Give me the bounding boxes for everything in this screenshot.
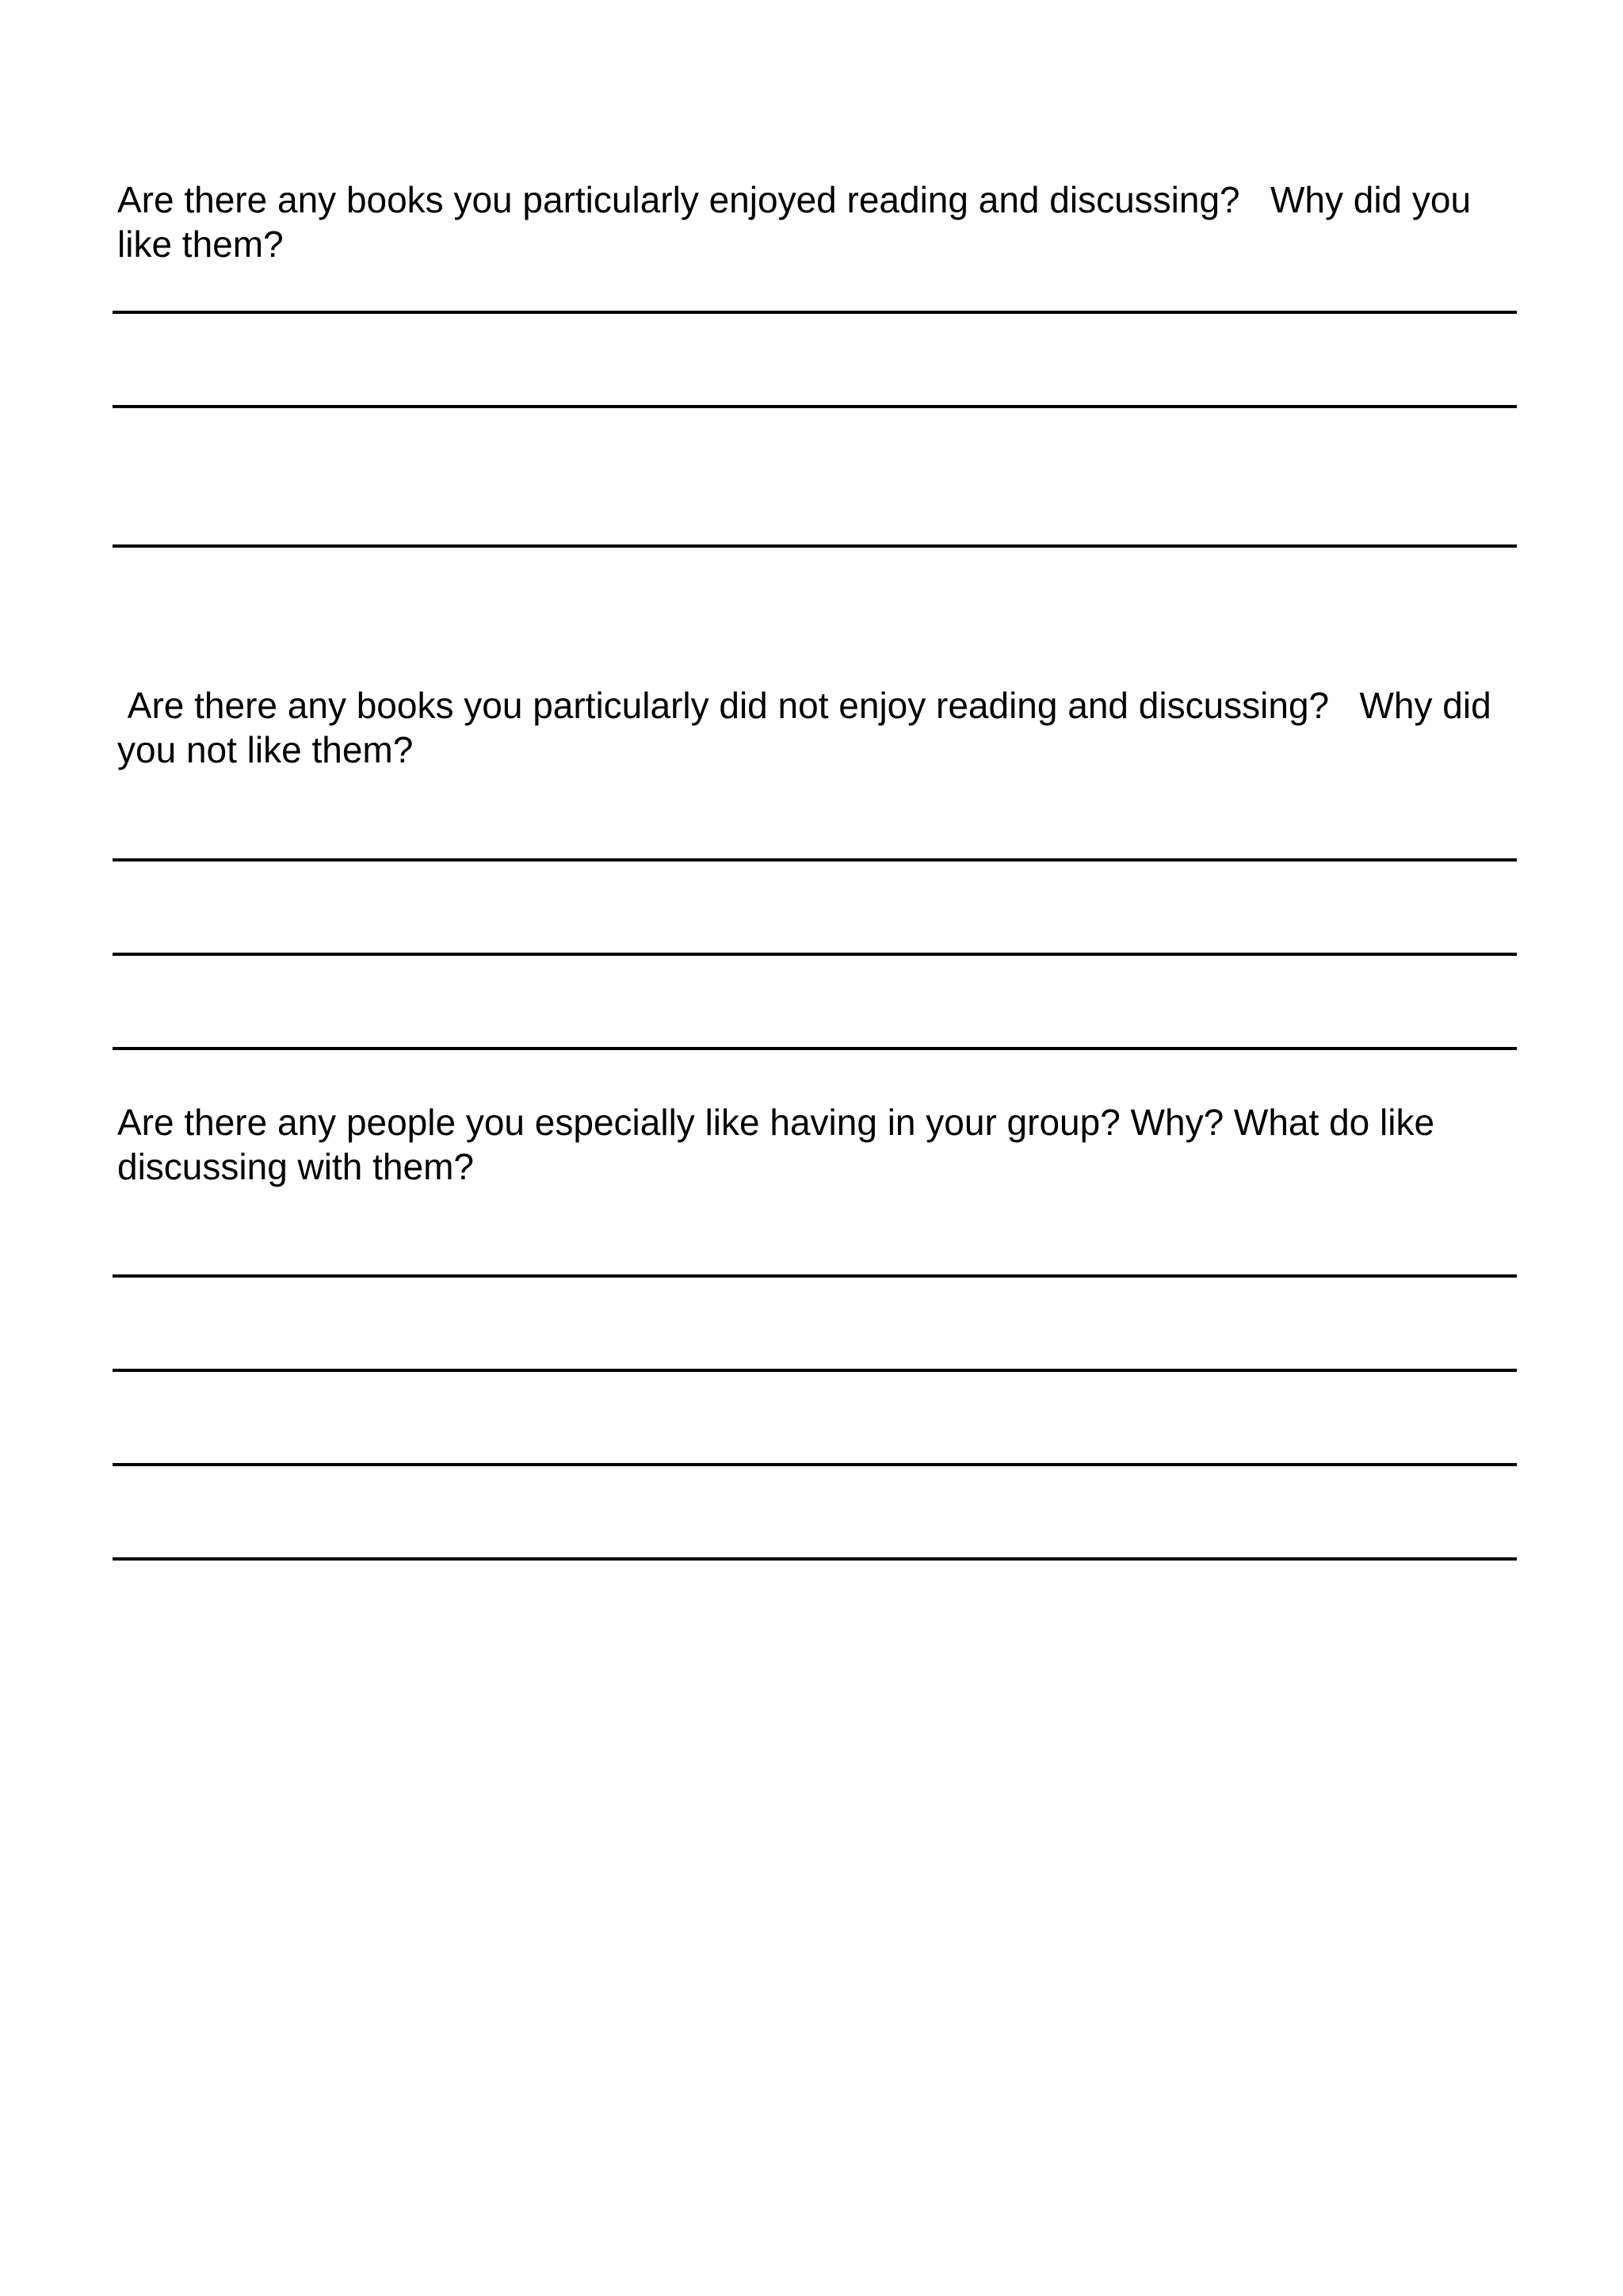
answer-input[interactable] (113, 513, 1517, 544)
answer-line (113, 311, 1517, 314)
answer-line (113, 1369, 1517, 1372)
answer-line (113, 1463, 1517, 1466)
question-text: Are there any books you particularly enjoyed reading and discussing? Why did you like them? (117, 179, 1481, 265)
answer-line (113, 858, 1517, 861)
answer-input[interactable] (113, 1526, 1517, 1557)
answer-input[interactable] (113, 1243, 1517, 1274)
answer-line (113, 953, 1517, 956)
question-text: Are there any books you particularly did not enjoy reading and discussing? Why did you not like them? (117, 685, 1502, 770)
answer-input[interactable] (113, 921, 1517, 953)
answer-line (113, 1047, 1517, 1050)
answer-line (113, 405, 1517, 408)
question-text: Are there any people you especially like having in your group? Why? What do like discussing with them? (117, 1102, 1445, 1187)
answer-input[interactable] (113, 373, 1517, 405)
answer-input[interactable] (113, 1431, 1517, 1463)
answer-line (113, 1274, 1517, 1278)
answer-input[interactable] (113, 279, 1517, 311)
answer-input[interactable] (113, 1015, 1517, 1047)
answer-input[interactable] (113, 827, 1517, 858)
answer-line (113, 544, 1517, 548)
answer-line (113, 1557, 1517, 1561)
answer-input[interactable] (113, 1337, 1517, 1369)
